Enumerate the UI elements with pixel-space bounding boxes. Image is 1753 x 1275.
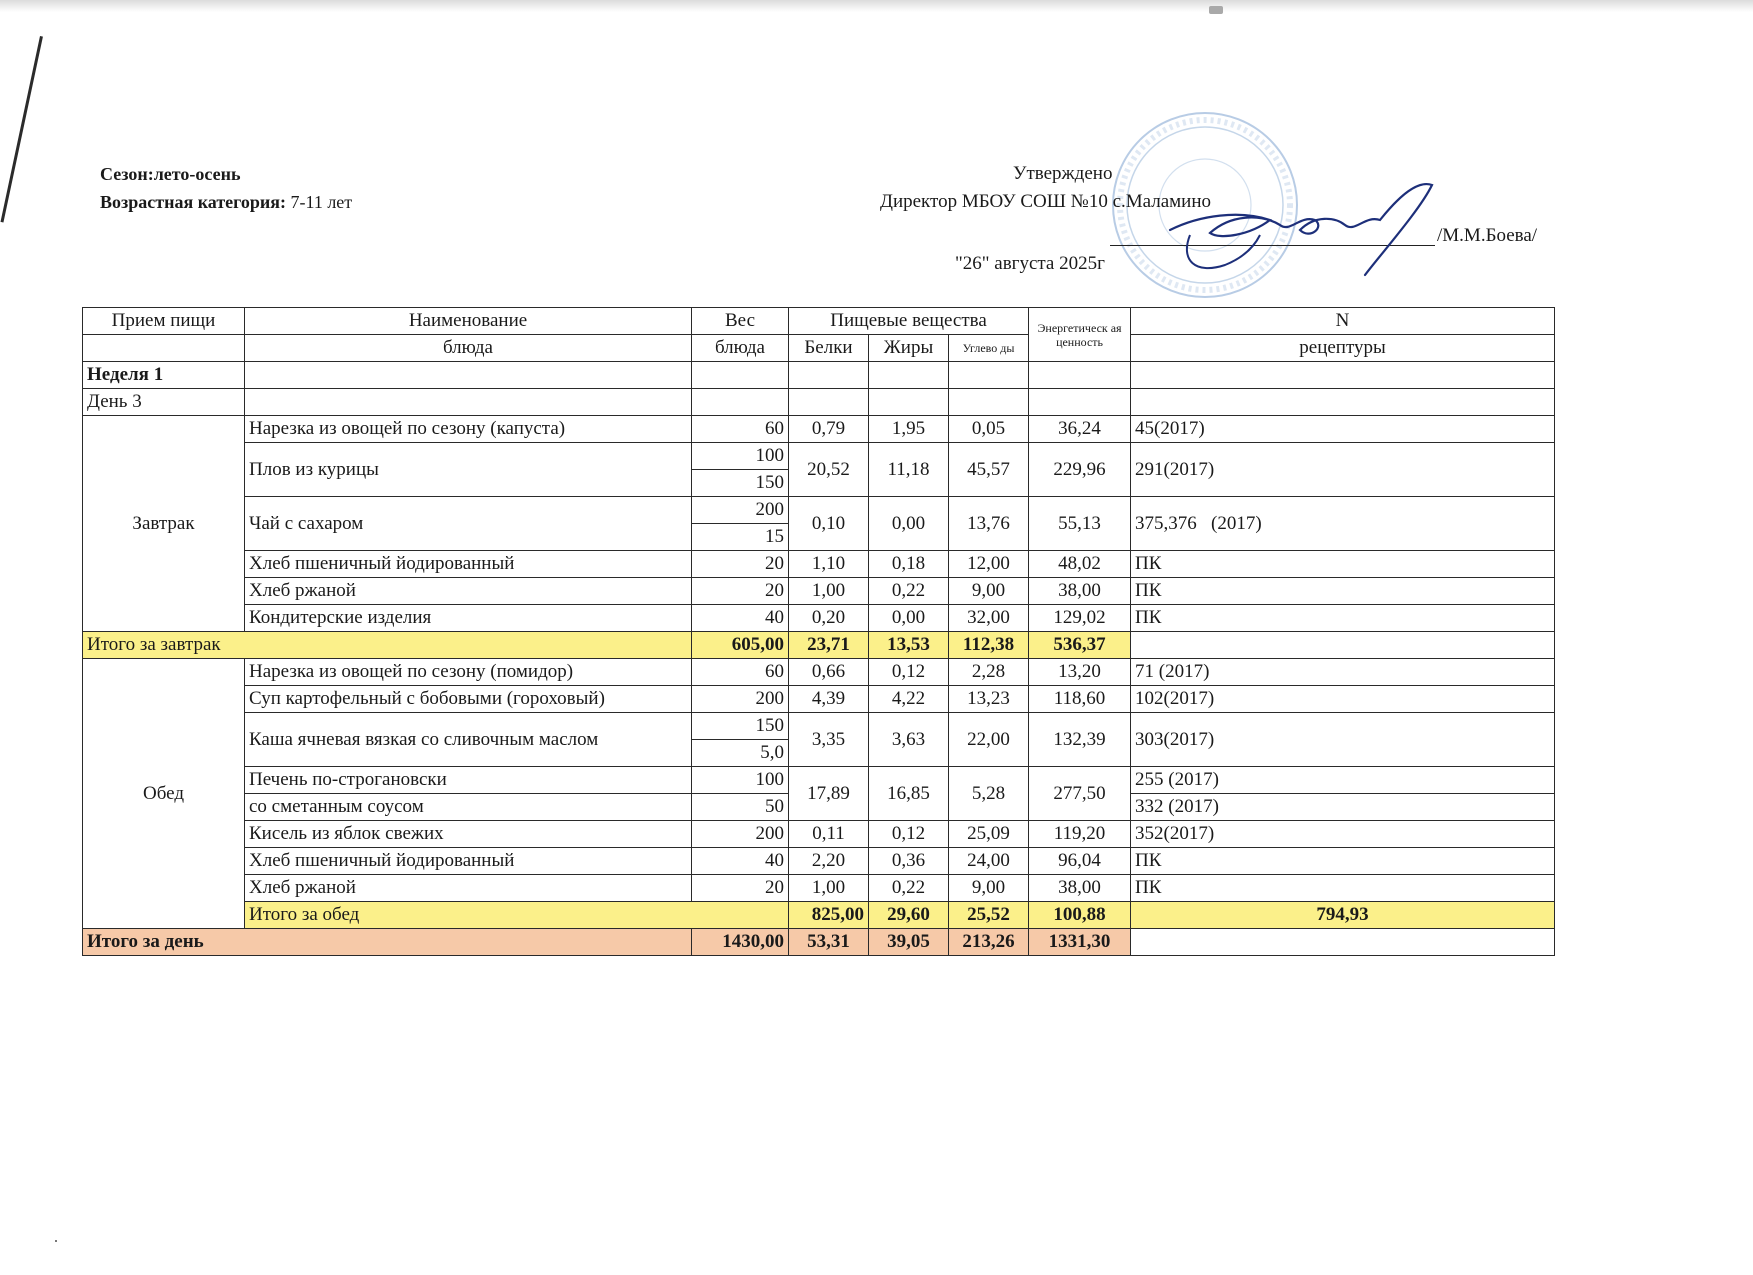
week-label: Неделя 1 [83,362,245,389]
menu-table [82,307,1555,956]
dish-protein: 1,00 [789,578,869,605]
season-value: лето-осень [153,164,241,184]
dish-fat: 1,95 [869,416,949,443]
dish-energy: 132,39 [1029,713,1131,767]
scan-edge-line [0,36,42,222]
dish-protein: 3,35 [789,713,869,767]
dish-fat: 4,22 [869,686,949,713]
col-meal: Прием пищи [83,308,245,335]
table-row [83,416,1555,443]
table-row [83,848,1555,875]
dish-energy: 118,60 [1029,686,1131,713]
dish-protein: 0,66 [789,659,869,686]
dish-recipe: 375,376 (2017) [1131,497,1555,551]
dish-protein: 0,10 [789,497,869,551]
dish-fat: 0,12 [869,659,949,686]
dish-protein: 0,11 [789,821,869,848]
dish-carbs: 12,00 [949,551,1029,578]
dish-name: Нарезка из овощей по сезону (помидор) [245,659,692,686]
dish-protein: 4,39 [789,686,869,713]
dish-recipe: 352(2017) [1131,821,1555,848]
dish-carbs: 24,00 [949,848,1029,875]
dish-energy: 96,04 [1029,848,1131,875]
dish-recipe: 303(2017) [1131,713,1555,767]
meal-breakfast: Завтрак [83,416,245,632]
dish-energy: 229,96 [1029,443,1131,497]
day-total-fat: 39,05 [869,929,949,956]
table-row [83,686,1555,713]
dish-carbs: 13,23 [949,686,1029,713]
dish-weight: 100 [692,767,789,794]
dish-name: Кисель из яблок свежих [245,821,692,848]
dish-energy: 38,00 [1029,578,1131,605]
dish-carbs: 2,28 [949,659,1029,686]
col-protein: Белки [789,335,869,362]
total-fat: 13,53 [869,632,949,659]
total-protein: 23,71 [789,632,869,659]
document-meta [100,160,352,216]
dish-fat: 0,00 [869,605,949,632]
dish-recipe: 71 (2017) [1131,659,1555,686]
col-weight-bottom: блюда [692,335,789,362]
total-carbs: 112,38 [949,632,1029,659]
col-fat: Жиры [869,335,949,362]
table-row [83,659,1555,686]
dish-carbs: 25,09 [949,821,1029,848]
empty-cell [1131,929,1555,956]
table-row [83,443,1555,470]
dish-energy: 48,02 [1029,551,1131,578]
dish-name: Чай с сахаром [245,497,692,551]
dish-weight: 40 [692,605,789,632]
dish-name: Каша ячневая вязкая со сливочным маслом [245,713,692,767]
table-row [83,821,1555,848]
dish-recipe: 45(2017) [1131,416,1555,443]
table-row [83,578,1555,605]
total-label: Итого за обед [245,902,789,929]
dish-recipe: ПК [1131,848,1555,875]
dish-weight-2: 50 [692,794,789,821]
table-header-row-1 [83,308,1555,335]
dish-carbs: 0,05 [949,416,1029,443]
dish-name: Хлеб пшеничный йодированный [245,551,692,578]
scan-dot [55,1240,57,1242]
total-label: Итого за завтрак [83,632,692,659]
dish-name: Печень по-строгановски [245,767,692,794]
dish-carbs: 9,00 [949,578,1029,605]
total-fat: 25,52 [949,902,1029,929]
age-label: Возрастная категория: [100,192,286,212]
dish-energy: 36,24 [1029,416,1131,443]
day-total-label: Итого за день [83,929,692,956]
day-total-row [83,929,1555,956]
dish-recipe: ПК [1131,605,1555,632]
age-value: 7-11 лет [290,192,353,212]
dish-weight: 150 [692,713,789,740]
table-row [83,713,1555,740]
day-total-carbs: 213,26 [949,929,1029,956]
dish-recipe: 255 (2017) [1131,767,1555,794]
dish-energy: 129,02 [1029,605,1131,632]
week-row [83,362,1555,389]
total-protein: 29,60 [869,902,949,929]
dish-name: Нарезка из овощей по сезону (капуста) [245,416,692,443]
age-line [100,188,352,216]
dish-weight: 20 [692,875,789,902]
table-row [83,875,1555,902]
dish-fat: 0,22 [869,875,949,902]
table-row [83,767,1555,794]
col-energy: Энергетическ ая ценность [1029,308,1131,362]
dish-weight: 200 [692,497,789,524]
dish-weight-2: 15 [692,524,789,551]
dish-protein: 1,00 [789,875,869,902]
director-name: /М.М.Боева/ [1437,225,1538,246]
dish-weight: 200 [692,821,789,848]
dish-weight: 200 [692,686,789,713]
dish-name: Плов из курицы [245,443,692,497]
total-energy: 536,37 [1029,632,1131,659]
dish-recipe: 102(2017) [1131,686,1555,713]
dish-carbs: 9,00 [949,875,1029,902]
dish-weight-2: 150 [692,470,789,497]
day-label: День 3 [83,389,245,416]
col-name-bottom: блюда [245,335,692,362]
total-carbs: 100,88 [1029,902,1131,929]
director-line: Директор МБОУ СОШ №10 с.Маламино [880,191,1212,212]
dish-energy: 13,20 [1029,659,1131,686]
table-row [83,551,1555,578]
dish-fat: 0,18 [869,551,949,578]
dish-fat: 3,63 [869,713,949,767]
dish-energy: 277,50 [1029,767,1131,821]
dish-weight: 20 [692,578,789,605]
col-recipe-bottom: рецептуры [1131,335,1555,362]
dish-name: Хлеб ржаной [245,875,692,902]
dish-weight: 20 [692,551,789,578]
dish-recipe-2: 332 (2017) [1131,794,1555,821]
dish-carbs: 13,76 [949,497,1029,551]
dish-fat: 0,12 [869,821,949,848]
scan-mark [1209,6,1223,14]
dish-fat: 0,36 [869,848,949,875]
dish-name: Хлеб ржаной [245,578,692,605]
col-carbs: Углево ды [949,335,1029,362]
dish-recipe: ПК [1131,578,1555,605]
breakfast-total-row [83,632,1555,659]
dish-fat: 0,00 [869,497,949,551]
table-row [83,497,1555,524]
dish-fat: 11,18 [869,443,949,497]
col-weight-top: Вес [692,308,789,335]
col-name-top: Наименование [245,308,692,335]
day-row [83,389,1555,416]
day-total-weight: 1430,00 [692,929,789,956]
dish-weight: 100 [692,443,789,470]
dish-name-2: со сметанным соусом [245,794,692,821]
day-total-protein: 53,31 [789,929,869,956]
dish-weight-2: 5,0 [692,740,789,767]
dish-protein: 0,20 [789,605,869,632]
dish-protein: 1,10 [789,551,869,578]
season-label: Сезон: [100,164,154,184]
dish-name: Хлеб пшеничный йодированный [245,848,692,875]
dish-fat: 0,22 [869,578,949,605]
dish-recipe: ПК [1131,551,1555,578]
col-nutrients: Пищевые вещества [789,308,1029,335]
empty-cell [1131,632,1555,659]
dish-recipe: 291(2017) [1131,443,1555,497]
dish-protein: 0,79 [789,416,869,443]
season-line [100,160,352,188]
dish-recipe: ПК [1131,875,1555,902]
dish-protein: 2,20 [789,848,869,875]
total-energy: 794,93 [1131,902,1555,929]
lunch-total-row [83,902,1555,929]
total-weight: 605,00 [692,632,789,659]
approval-date: "26" августа 2025г [955,253,1105,274]
dish-name: Кондитерские изделия [245,605,692,632]
dish-weight: 60 [692,659,789,686]
empty-cell [83,335,245,362]
dish-name: Суп картофельный с бобовыми (гороховый) [245,686,692,713]
col-recipe-top: N [1131,308,1555,335]
dish-carbs: 22,00 [949,713,1029,767]
approved-title: Утверждено [1013,163,1113,184]
signature-line [1110,245,1435,246]
dish-weight: 60 [692,416,789,443]
dish-carbs: 45,57 [949,443,1029,497]
total-weight: 825,00 [789,902,869,929]
dish-energy: 38,00 [1029,875,1131,902]
dish-carbs: 32,00 [949,605,1029,632]
dish-weight: 40 [692,848,789,875]
table-header-row-2 [83,335,1555,362]
table-row [83,605,1555,632]
dish-fat: 16,85 [869,767,949,821]
dish-carbs: 5,28 [949,767,1029,821]
dish-protein: 20,52 [789,443,869,497]
dish-energy: 119,20 [1029,821,1131,848]
scan-top-shadow [0,0,1753,12]
dish-energy: 55,13 [1029,497,1131,551]
day-total-energy: 1331,30 [1029,929,1131,956]
dish-protein: 17,89 [789,767,869,821]
meal-lunch: Обед [83,659,245,929]
